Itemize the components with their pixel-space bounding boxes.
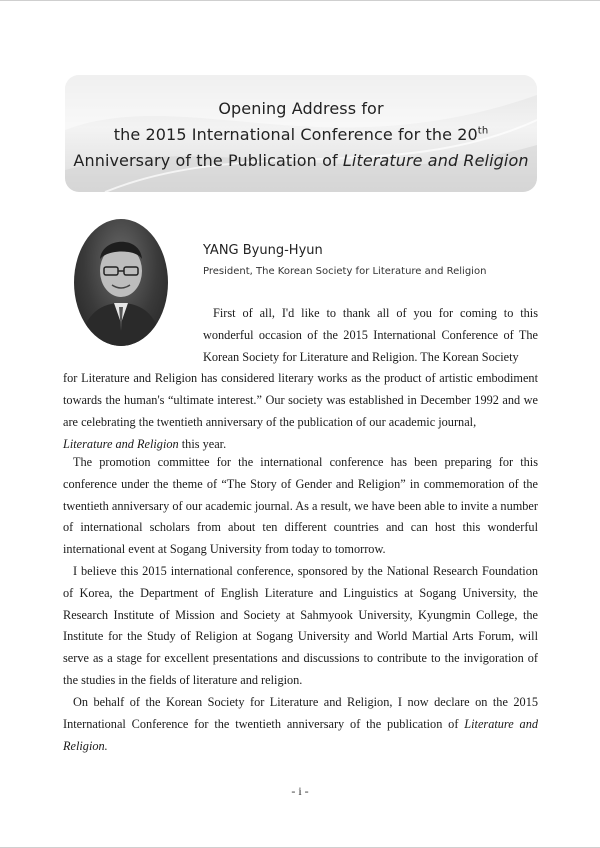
title-journal-name: Literature and Religion <box>342 151 529 170</box>
journal-name: Literature and Religion <box>63 436 179 451</box>
paragraph-2: The promotion committee for the international conference has been preparing for this conference under the theme of “The Story of Gender and Religion” in commemoration of the twentieth anniversary of our academic journal. As a result, we have been able to invite a number of international scholars from about ten different countries and can host this wonderful international event at Sogang University from today to tomorrow. <box>63 455 538 557</box>
paragraph-3: I believe this 2015 international conference, sponsored by the National Research Foundation of Korea, the Department of English Literature and Linguistics at Sogang University, the Research Institute of Mission and Society at Sahmyook University, Kyungmin College, the Institute for the Study of Religion at Sogang University and World Martial Arts Forum, will serve as a stage for excellent presentations and discussions to contribute to the invigoration of the studies in the fields of literature and religion. <box>63 564 538 687</box>
title-banner <box>65 75 537 192</box>
author-title: President, The Korean Society for Literature and Religion <box>203 266 487 277</box>
paragraph-1-continued: for Literature and Religion has considered literary works as the product of artistic embodiment towards the human's “ultimate interest.” Our society was established in December 1992 and we are celebrating the twentieth anniversary of the publication of our academic journal, Literature and Religion this year. <box>63 371 538 451</box>
author-name: YANG Byung-Hyun <box>203 243 323 258</box>
title-superscript: th <box>477 125 489 137</box>
title-line-3: Anniversary of the Publication of Literature and Religion <box>73 151 529 170</box>
paragraph-4: On behalf of the Korean Society for Literature and Religion, I now declare on the 2015 International Conference for the twentieth anniversary of the publication of Literature and Religion. <box>63 695 538 753</box>
title-line-2: the 2015 International Conference for the 20th <box>113 125 489 144</box>
journal-name-closing: Literature and Religion. <box>63 716 538 753</box>
page-title <box>65 96 537 174</box>
top-border <box>0 0 600 1</box>
paragraph-1 <box>63 303 538 456</box>
page-number: - i - <box>291 784 309 798</box>
title-line-1: Opening Address for <box>218 99 384 118</box>
paragraph-1-wrapped-text: First of all, I'd like to thank all of you for coming to this wonderful occasion of the 2015 International Conference of The Korean Society for Literature and Religion. The Korean Society <box>203 306 538 364</box>
